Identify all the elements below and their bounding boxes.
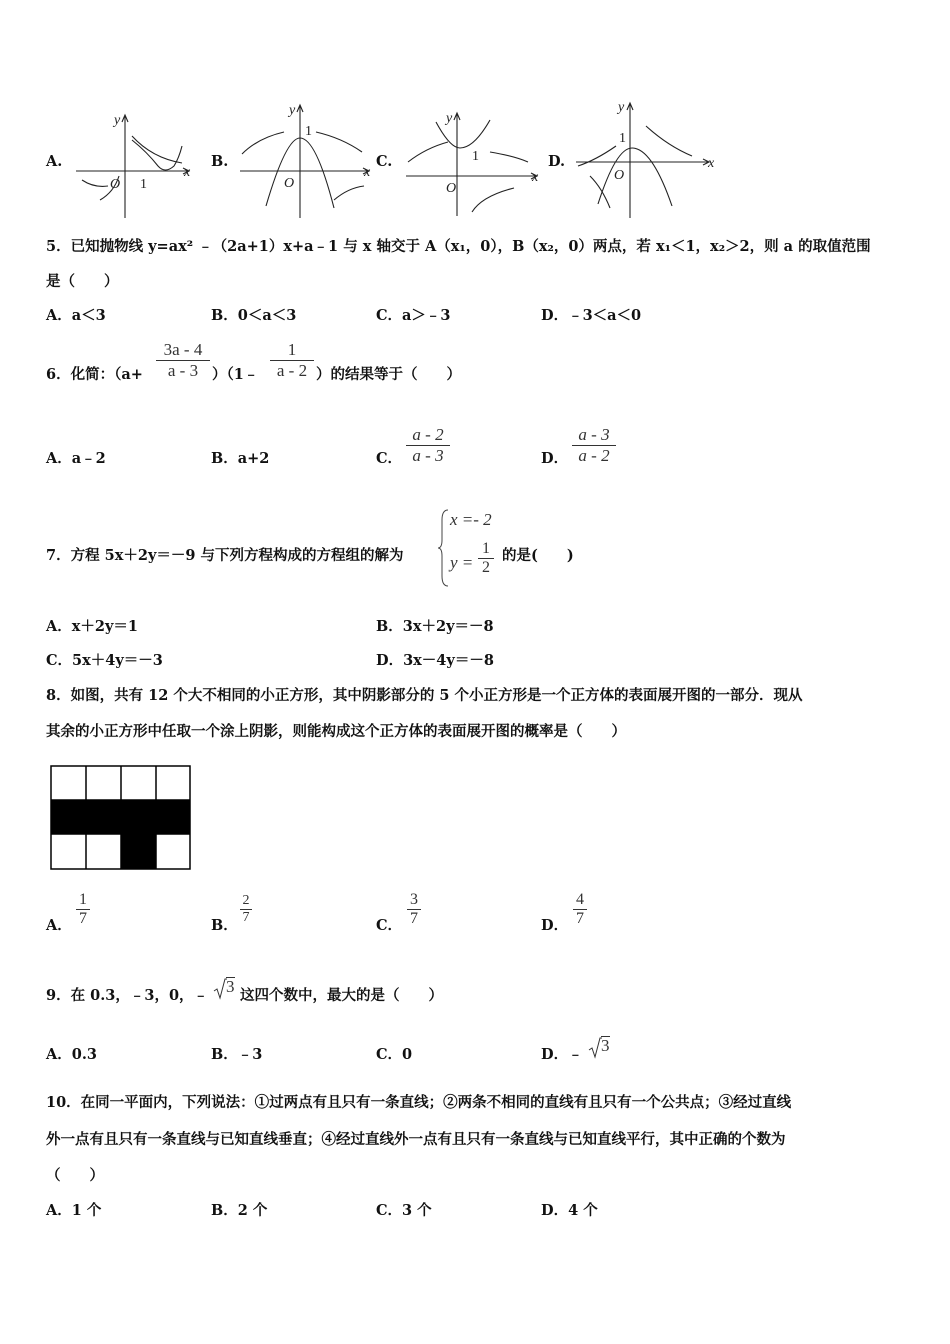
q8-optc-num: 3 — [410, 891, 418, 908]
q7-option-a[interactable]: A．x＋2y＝1 — [46, 618, 138, 635]
q7-sys-y-num: 1 — [482, 540, 490, 557]
q9-option-d[interactable]: D．﹣ — [541, 1046, 583, 1063]
q4a-origin-label: O — [110, 177, 121, 192]
q8-option-a-label[interactable]: A． — [46, 917, 72, 934]
q6-option-c-label[interactable]: C． — [376, 450, 403, 467]
q10-option-b[interactable]: B．2 个 — [211, 1202, 268, 1219]
q8-grid-figure — [50, 765, 192, 871]
q8-optd-den: 7 — [576, 910, 584, 927]
q4-graph-b — [238, 98, 378, 220]
q5-option-c[interactable]: C．a＞﹣3 — [376, 307, 451, 324]
q6-option-a[interactable]: A．a﹣2 — [46, 450, 106, 467]
q10-option-d[interactable]: D．4 个 — [541, 1202, 598, 1219]
q6-option-d-label[interactable]: D． — [541, 450, 569, 467]
q7-sys-y-den: 2 — [482, 559, 490, 576]
q6-option-c-fraction — [406, 425, 450, 466]
q9-option-c[interactable]: C．0 — [376, 1046, 413, 1063]
q6-option-b[interactable]: B．a+2 — [211, 450, 270, 467]
q6-prefix: 6．化简：（a+ — [46, 366, 143, 383]
q7-option-c[interactable]: C．5x＋4y＝－3 — [46, 652, 163, 669]
q4c-one-label: 1 — [472, 149, 479, 164]
q4c-y-label: y — [446, 111, 453, 126]
q8-option-a-fraction — [76, 891, 90, 928]
q10-stem-line3: （ ） — [46, 1167, 104, 1184]
q8-option-b-label[interactable]: B． — [211, 917, 238, 934]
q5-option-b[interactable]: B．0＜a＜3 — [211, 307, 297, 324]
q6-fraction-2 — [270, 340, 314, 381]
q7-system-y-fraction — [478, 540, 494, 577]
q8-option-d-label[interactable]: D． — [541, 917, 569, 934]
q4-option-b-label: B. — [211, 153, 229, 170]
q9-radicand: 3 — [226, 977, 235, 996]
q4d-origin-label: O — [614, 168, 625, 183]
q10-option-a[interactable]: A．1 个 — [46, 1202, 102, 1219]
q4b-one-label: 1 — [305, 124, 312, 139]
q4-graph-d — [572, 96, 722, 220]
q7-system-y-left: y = — [450, 553, 474, 572]
q5-stem-line2: 是（ ） — [46, 273, 119, 290]
q9-suffix: 这四个数中，最大的是（ ） — [240, 987, 443, 1004]
q6-fraction-1 — [156, 340, 210, 381]
q4-option-d-label: D. — [548, 153, 566, 170]
q8-optc-den: 7 — [410, 910, 418, 927]
q4a-one-label: 1 — [140, 177, 147, 192]
q4a-y-label: y — [114, 113, 121, 128]
q8-optd-num: 4 — [576, 891, 584, 908]
q7-suffix: 的是( ) — [502, 547, 574, 564]
q8-option-c-fraction — [407, 891, 421, 928]
q9-radical-sign — [213, 978, 227, 1000]
q9-optd-radicand: 3 — [601, 1036, 610, 1055]
q8-optb-den: 7 — [242, 910, 250, 925]
q4d-y-label: y — [618, 100, 625, 115]
q6-optd-den: a - 2 — [578, 446, 610, 465]
q6-optd-num: a - 3 — [578, 425, 610, 444]
q6-frac1-den: a - 3 — [167, 361, 199, 380]
q9-optd-radical-sign — [588, 1037, 602, 1059]
q8-option-b-fraction — [240, 893, 252, 926]
q6-frac1-num: 3a - 4 — [163, 340, 203, 359]
q9-option-a[interactable]: A．0.3 — [46, 1046, 97, 1063]
q7-option-d[interactable]: D．3x－4y＝－8 — [376, 652, 494, 669]
q6-frac2-den: a - 2 — [276, 361, 308, 380]
q10-option-c[interactable]: C．3 个 — [376, 1202, 432, 1219]
q4b-origin-label: O — [284, 176, 295, 191]
q4d-one-label: 1 — [619, 131, 626, 146]
q8-stem-line2: 其余的小正方形中任取一个涂上阴影，则能构成这个正方体的表面展开图的概率是（ ） — [46, 723, 626, 740]
q4d-x-label: x — [708, 156, 715, 171]
q7-option-b[interactable]: B．3x＋2y＝－8 — [376, 618, 494, 635]
q9-option-b[interactable]: B．﹣3 — [211, 1046, 263, 1063]
q6-optc-num: a - 2 — [412, 425, 444, 444]
q5-stem-line1: 5．已知抛物线 y=ax² ﹣（2a+1）x+a﹣1 与 x 轴交于 A（x₁，0），B（x₂，0）两点，若 x₁＜1，x₂＞2，则 a 的取值范围 — [46, 238, 871, 255]
q4c-origin-label: O — [446, 181, 457, 196]
q6-optc-den: a - 3 — [412, 446, 444, 465]
q4a-x-label: x — [184, 165, 191, 180]
q8-option-c-label[interactable]: C． — [376, 917, 403, 934]
q7-prefix: 7．方程 5x＋2y＝－9 与下列方程构成的方程组的解为 — [46, 547, 404, 564]
q4-option-a-label: A. — [46, 153, 63, 170]
q9-prefix: 9．在 0.3，﹣3，0，﹣ — [46, 987, 209, 1004]
q7-system-brace — [438, 508, 450, 588]
q6-option-d-fraction — [572, 425, 616, 466]
q8-stem-line1: 8．如图，共有 12 个大不相同的小正方形，其中阴影部分的 5 个小正方形是一个正方体的表面展开图的一部分．现从 — [46, 687, 803, 704]
q8-opta-den: 7 — [79, 910, 87, 927]
q4-option-c-label: C. — [376, 153, 393, 170]
q4-graph-a — [72, 108, 197, 220]
q10-stem-line1: 10．在同一平面内，下列说法：①过两点有且只有一条直线；②两条不相同的直线有且只有一个公共点；③经过直线 — [46, 1094, 792, 1111]
q6-suffix: ）的结果等于（ ） — [316, 366, 461, 383]
q4c-x-label: x — [532, 170, 539, 185]
q5-option-a[interactable]: A．a＜3 — [46, 307, 106, 324]
q4b-x-label: x — [364, 165, 371, 180]
q5-option-d[interactable]: D．﹣3＜a＜0 — [541, 307, 642, 324]
q6-mid: ）（1﹣ — [212, 366, 259, 383]
q6-frac2-num: 1 — [287, 340, 297, 359]
q4b-y-label: y — [289, 103, 296, 118]
q8-opta-num: 1 — [79, 891, 87, 908]
q4-graph-c — [402, 104, 547, 220]
q8-option-d-fraction — [573, 891, 587, 928]
q10-stem-line2: 外一点有且只有一条直线与已知直线垂直；④经过直线外一点有且只有一条直线与已知直线平行，其中正确的个数为 — [46, 1131, 786, 1148]
q7-system-x: x =- 2 — [450, 510, 492, 529]
q8-optb-num: 2 — [242, 893, 250, 908]
